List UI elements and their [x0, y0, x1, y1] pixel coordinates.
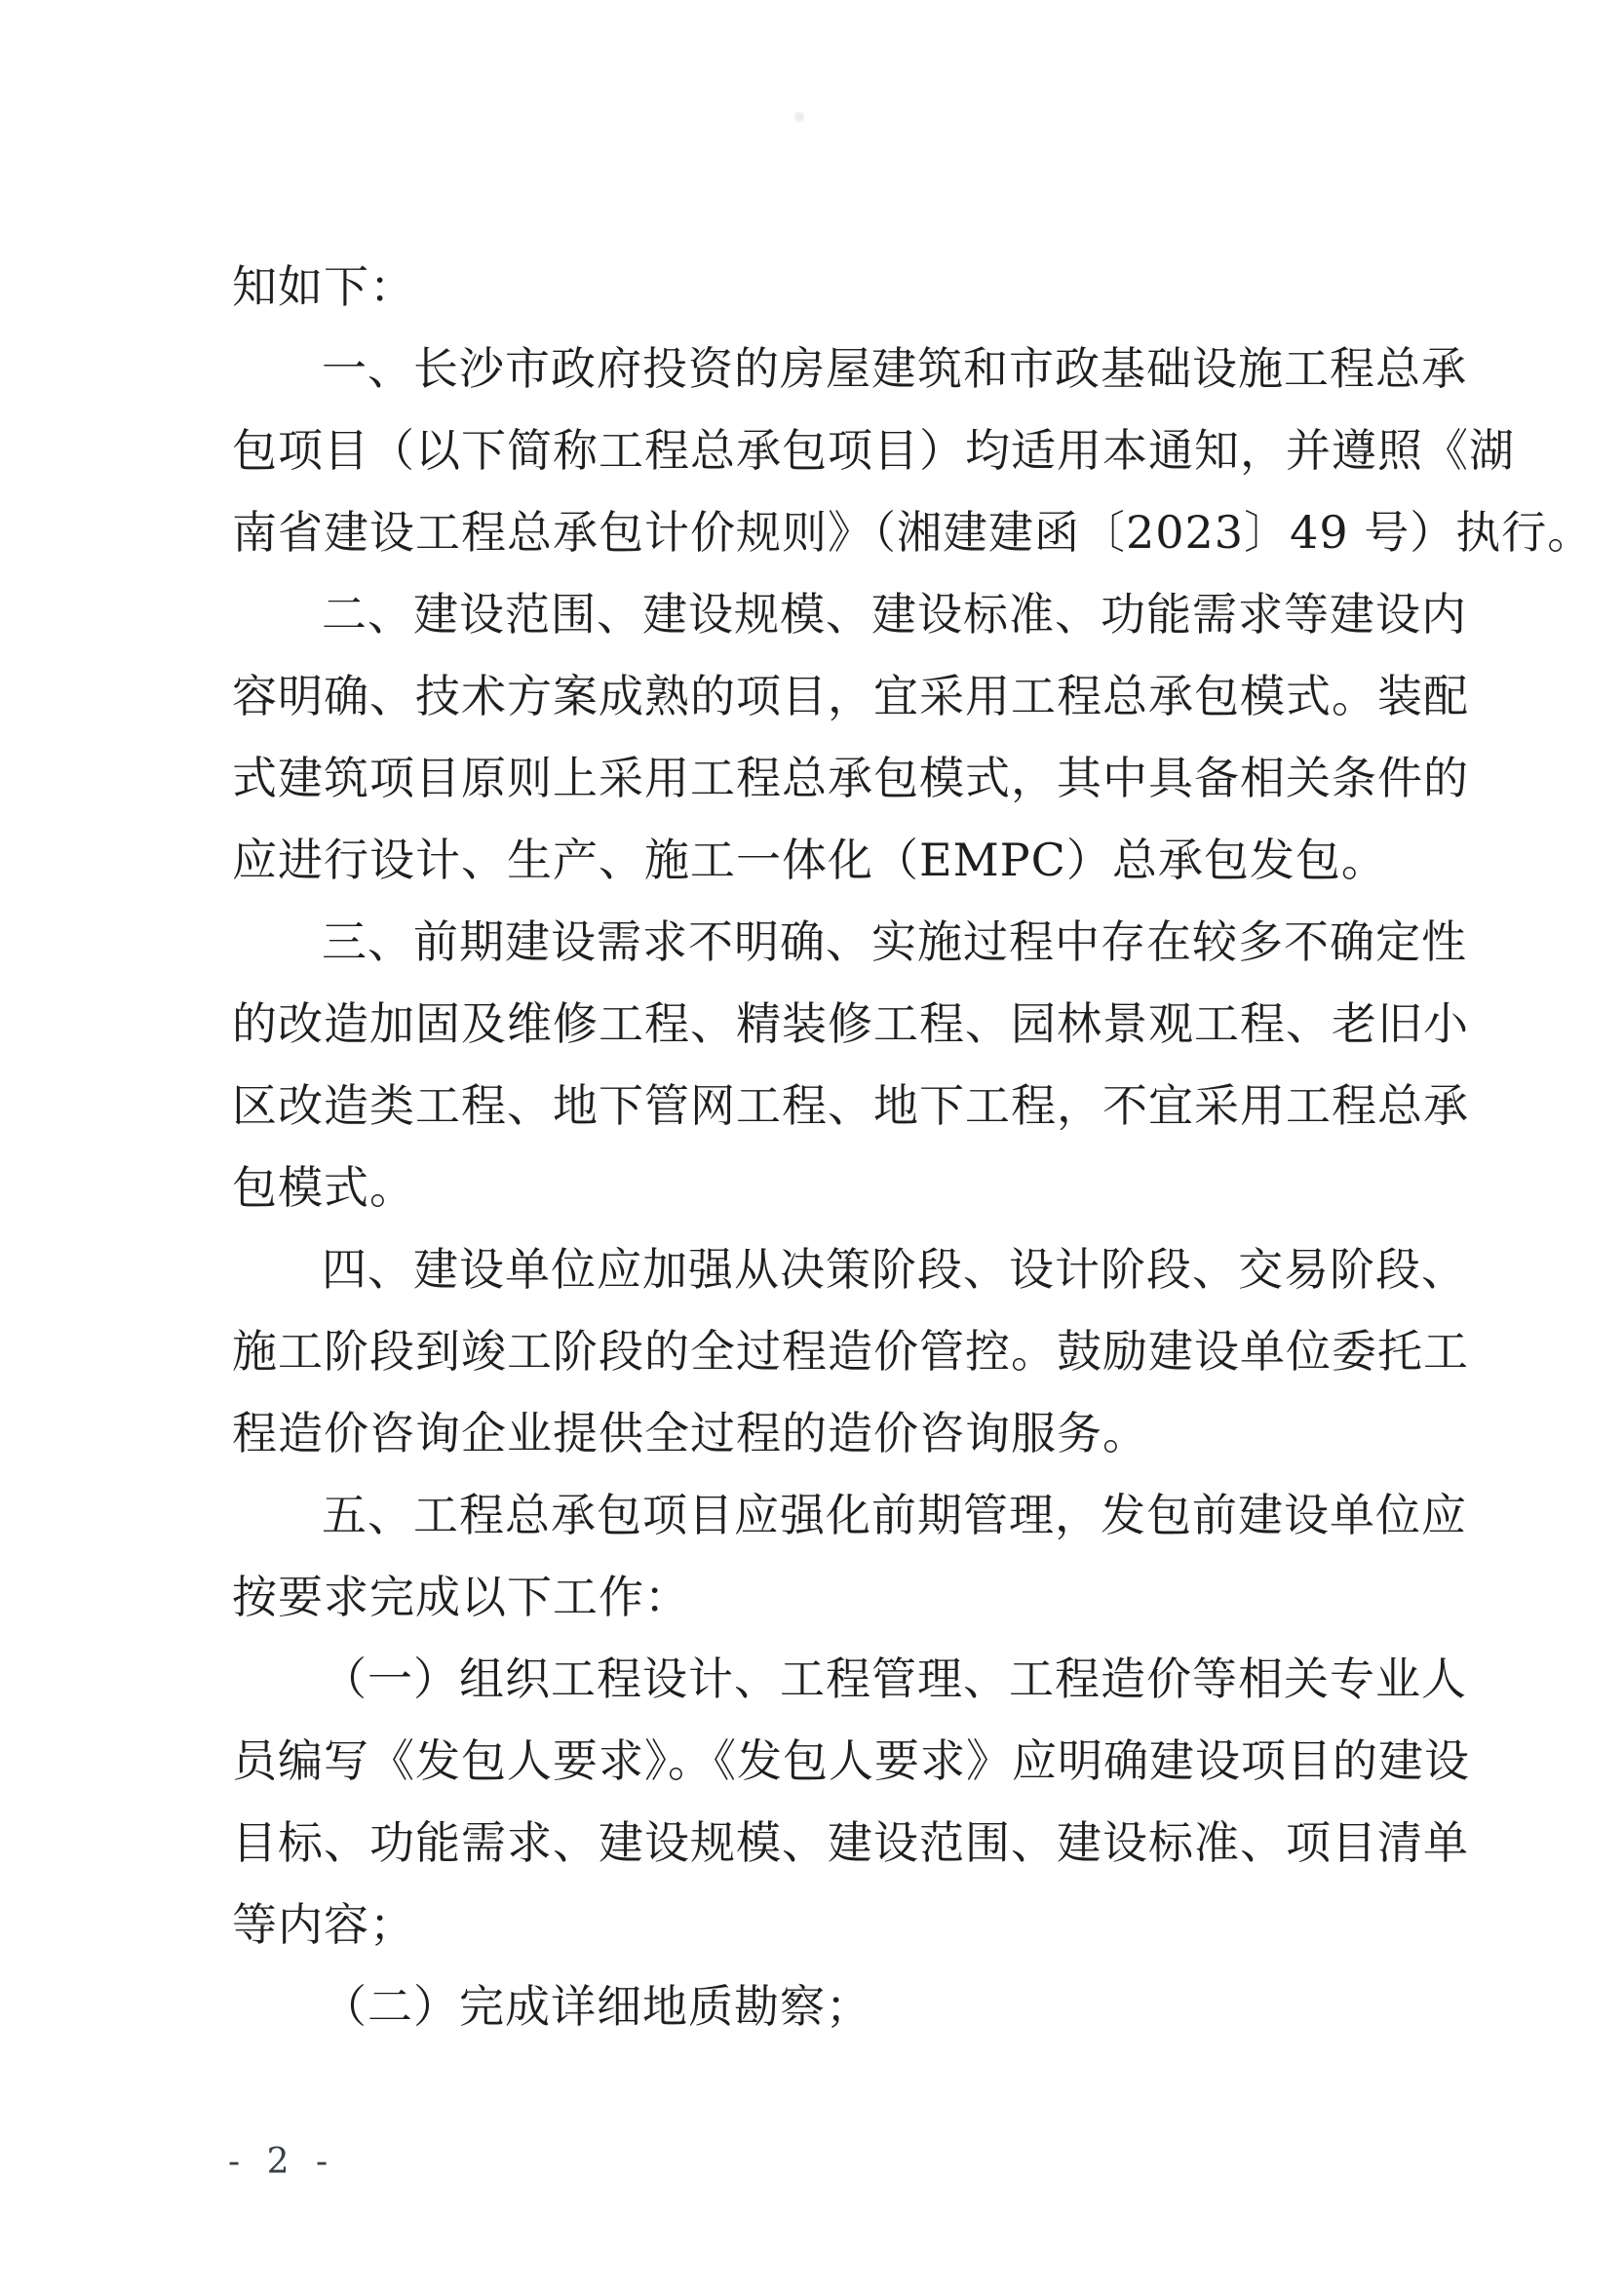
text-line: 的改造加固及维修工程、精装修工程、园林景观工程、老旧小 — [232, 997, 1469, 1050]
text-line: 包项目（以下简称工程总承包项目）均适用本通知，并遵照《湖 — [232, 424, 1515, 477]
text-line: 应进行设计、生产、施工一体化（EMPC）总承包发包。 — [232, 834, 1387, 886]
text-line: （二）完成详细地质勘察； — [322, 1980, 871, 2033]
document-body — [232, 246, 1594, 2047]
text-line: 三、前期建设需求不明确、实施过程中存在较多不确定性 — [322, 915, 1467, 968]
text-line: 一、长沙市政府投资的房屋建筑和市政基础设施工程总承 — [322, 342, 1467, 395]
text-line: 等内容； — [232, 1898, 415, 1951]
text-line: 知如下： — [232, 260, 415, 313]
scan-artifact-dot — [794, 112, 804, 122]
text-line: 程造价咨询企业提供全过程的造价咨询服务。 — [232, 1407, 1148, 1459]
text-line: 施工阶段到竣工阶段的全过程造价管控。鼓励建设单位委托工 — [232, 1325, 1469, 1378]
text-line: 区改造类工程、地下管网工程、地下工程，不宜采用工程总承 — [232, 1079, 1469, 1132]
text-line: 容明确、技术方案成熟的项目，宜采用工程总承包模式。装配 — [232, 670, 1469, 722]
page-number: - 2 - — [228, 2142, 336, 2182]
text-line: （一）组织工程设计、工程管理、工程造价等相关专业人 — [322, 1652, 1467, 1705]
text-line: 包模式。 — [232, 1161, 415, 1214]
text-line: 按要求完成以下工作： — [232, 1571, 690, 1623]
text-line: 四、建设单位应加强从决策阶段、设计阶段、交易阶段、 — [322, 1243, 1467, 1296]
text-line: 五、工程总承包项目应强化前期管理，发包前建设单位应 — [322, 1489, 1467, 1541]
text-line: 二、建设范围、建设规模、建设标准、功能需求等建设内 — [322, 588, 1467, 641]
text-line: 南省建设工程总承包计价规则》（湘建建函〔2023〕49 号）执行。 — [232, 506, 1594, 559]
text-line: 式建筑项目原则上采用工程总承包模式，其中具备相关条件的 — [232, 752, 1469, 804]
text-line: 员编写《发包人要求》。《发包人要求》应明确建设项目的建设 — [232, 1734, 1470, 1787]
text-line: 目标、功能需求、建设规模、建设范围、建设标准、项目清单 — [232, 1816, 1469, 1869]
